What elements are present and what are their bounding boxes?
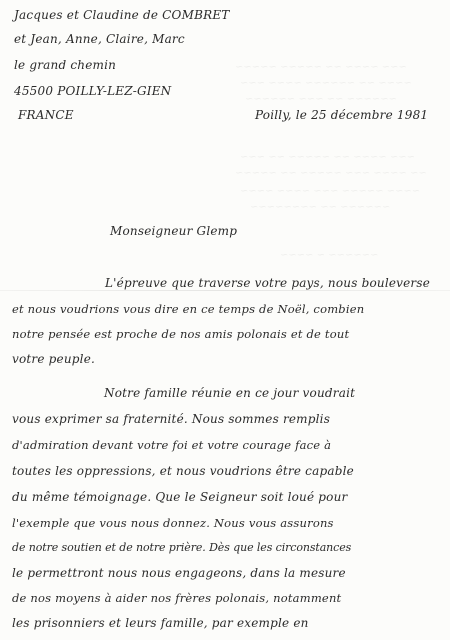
body-line: votre peuple. xyxy=(12,352,96,366)
body-line: l'exemple que vous nous donnez. Nous vous assurons xyxy=(12,516,334,530)
show-through-text: ~~~~~~ ~~ ~~~ ~~~~~~ xyxy=(245,94,397,105)
show-through-text: ~~~~ ~~~~~ ~~~ ~~~~ ~~~~ xyxy=(240,186,421,197)
show-through-text: ~~ ~~~~ ~~~ ~~~~~ ~~ ~~~~~ xyxy=(235,168,427,179)
body-line: d'admiration devant votre foi et votre courage face à xyxy=(12,438,332,452)
body-line: Notre famille réunie en ce jour voudrait xyxy=(104,386,356,400)
body-line: les prisonniers et leurs famille, par exemple en xyxy=(12,616,309,630)
body-line: vous exprimer sa fraternité. Nous sommes remplis xyxy=(12,412,331,426)
body-line: de notre soutien et de notre prière. Dès que les circonstances xyxy=(12,541,352,554)
sender-line-1: Jacques et Claudine de COMBRET xyxy=(14,8,230,22)
sender-line-3: le grand chemin xyxy=(14,58,117,72)
show-through-text: ~~~ ~~~~ ~~ ~~~~~ ~~ ~~~ xyxy=(240,152,416,163)
body-line: le permettront nous nous engageons, dans la mesure xyxy=(12,566,346,580)
body-line: du même témoignage. Que le Seigneur soit loué pour xyxy=(12,490,348,504)
letter-date: Poilly, le 25 décembre 1981 xyxy=(255,108,429,122)
show-through-text: ~~~~~~ ~~ ~~~~~~~~ xyxy=(250,202,391,213)
body-line: de nos moyens à aider nos frères polonais, notamment xyxy=(12,591,342,605)
body-line: notre pensée est proche de nos amis polonais et de tout xyxy=(12,327,350,341)
sender-line-2: et Jean, Anne, Claire, Marc xyxy=(14,32,185,46)
show-through-text: ~~~ ~~~~ ~~ ~~~~~ ~~~~~ xyxy=(235,62,407,73)
sender-line-4: 45500 POILLY-LEZ-GIEN xyxy=(14,84,172,98)
salutation: Monseigneur Glemp xyxy=(110,224,238,238)
body-line: L'épreuve que traverse votre pays, nous bouleverse xyxy=(105,276,431,290)
sender-line-5: FRANCE xyxy=(18,108,74,122)
body-line: toutes les oppressions, et nous voudrions être capable xyxy=(12,464,354,478)
show-through-text: ~~~~ ~~ ~~~~~~ ~~~~ ~~~ xyxy=(240,78,412,89)
body-line: et nous voudrions vous dire en ce temps de Noël, combien xyxy=(12,302,365,316)
show-through-text: ~~~~~~ ~ ~~~~ xyxy=(280,250,379,261)
paper-fold xyxy=(0,290,450,291)
